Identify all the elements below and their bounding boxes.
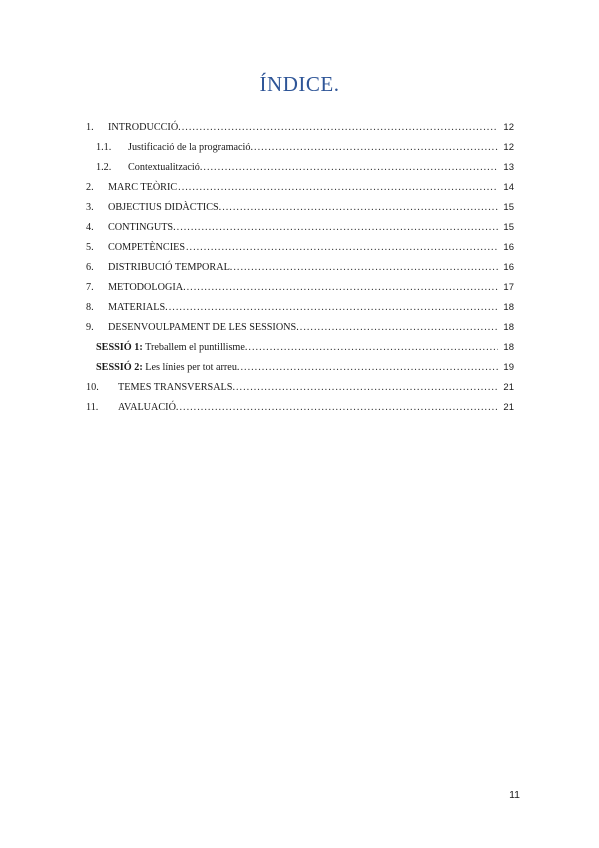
toc-page: 15	[503, 222, 514, 234]
toc-number: 7.	[86, 281, 94, 293]
session-title: Treballem el puntillisme.	[142, 341, 248, 353]
toc-entry[interactable]	[86, 178, 514, 198]
toc-leader	[187, 282, 498, 294]
toc-entry[interactable]	[86, 198, 514, 218]
toc-entry[interactable]	[86, 118, 514, 138]
toc-entry[interactable]	[86, 378, 514, 398]
table-of-contents	[86, 118, 514, 418]
toc-text: CONTINGUTS.	[108, 221, 176, 233]
toc-page: 19	[503, 362, 514, 374]
toc-number: 2.	[86, 181, 94, 193]
toc-text	[96, 363, 239, 373]
toc-leader	[254, 142, 498, 154]
toc-leader	[178, 182, 498, 194]
toc-number: 1.2.	[96, 161, 112, 173]
toc-page: 18	[503, 342, 514, 354]
session-label: SESSIÓ 2:	[96, 361, 143, 373]
toc-leader	[236, 382, 498, 394]
page-number: 11	[509, 789, 520, 801]
toc-text: AVALUACIÓ.	[118, 401, 179, 413]
toc-text: INTRODUCCIÓ.	[108, 121, 181, 133]
toc-text	[96, 343, 247, 353]
toc-entry[interactable]	[86, 258, 514, 278]
toc-page: 15	[503, 202, 514, 214]
toc-leader	[240, 362, 498, 374]
toc-page: 18	[503, 322, 514, 334]
toc-number: 1.1.	[96, 141, 112, 153]
toc-number: 10.	[86, 381, 99, 393]
toc-number: 1.	[86, 121, 94, 133]
toc-leader	[222, 202, 498, 214]
toc-number: 6.	[86, 261, 94, 273]
toc-text: COMPETÈNCIES	[108, 241, 185, 253]
toc-page: 12	[503, 122, 514, 134]
toc-entry[interactable]	[86, 318, 514, 338]
toc-text: DESENVOULPAMENT DE LES SESSIONS.	[108, 321, 299, 333]
toc-page: 13	[503, 162, 514, 174]
toc-number: 3.	[86, 201, 94, 213]
toc-leader	[177, 222, 498, 234]
toc-number: 4.	[86, 221, 94, 233]
toc-leader	[182, 122, 498, 134]
toc-page: 18	[503, 302, 514, 314]
session-label: SESSIÓ 1:	[96, 341, 143, 353]
toc-leader	[179, 402, 498, 414]
toc-leader	[169, 302, 498, 314]
toc-text: Contextualització.	[128, 161, 203, 173]
toc-number: 9.	[86, 321, 94, 333]
toc-entry[interactable]	[86, 278, 514, 298]
toc-leader	[248, 342, 498, 354]
toc-leader	[300, 322, 498, 334]
toc-text: Justificació de la programació.	[128, 141, 254, 153]
toc-text: DISTRIBUCIÓ TEMPORAL.	[108, 261, 233, 273]
page-title: ÍNDICE.	[259, 72, 340, 96]
toc-page: 14	[503, 182, 514, 194]
toc-leader	[186, 242, 498, 254]
toc-entry[interactable]	[86, 238, 514, 258]
toc-entry-session-2[interactable]	[86, 358, 514, 378]
toc-entry[interactable]	[86, 158, 514, 178]
toc-entry[interactable]	[86, 138, 514, 158]
toc-page: 21	[503, 402, 514, 414]
toc-entry[interactable]	[86, 398, 514, 418]
toc-page: 16	[503, 242, 514, 254]
toc-page: 21	[503, 382, 514, 394]
toc-leader	[233, 262, 498, 274]
toc-leader	[203, 162, 498, 174]
toc-text: MATERIALS.	[108, 301, 168, 313]
toc-number: 11.	[86, 401, 99, 413]
toc-text: MARC TEÒRIC	[108, 181, 178, 193]
toc-number: 8.	[86, 301, 94, 313]
toc-text: OBJECTIUS DIDÀCTICS.	[108, 201, 222, 213]
toc-entry-session-1[interactable]	[86, 338, 514, 358]
session-title: Les línies per tot arreu.	[142, 361, 240, 373]
toc-entry[interactable]	[86, 298, 514, 318]
toc-text: METODOLOGIA.	[108, 281, 186, 293]
toc-entry[interactable]	[86, 218, 514, 238]
toc-text: TEMES TRANSVERSALS.	[118, 381, 235, 393]
toc-page: 17	[503, 282, 514, 294]
toc-number: 5.	[86, 241, 94, 253]
toc-page: 12	[503, 142, 514, 154]
toc-page: 16	[503, 262, 514, 274]
